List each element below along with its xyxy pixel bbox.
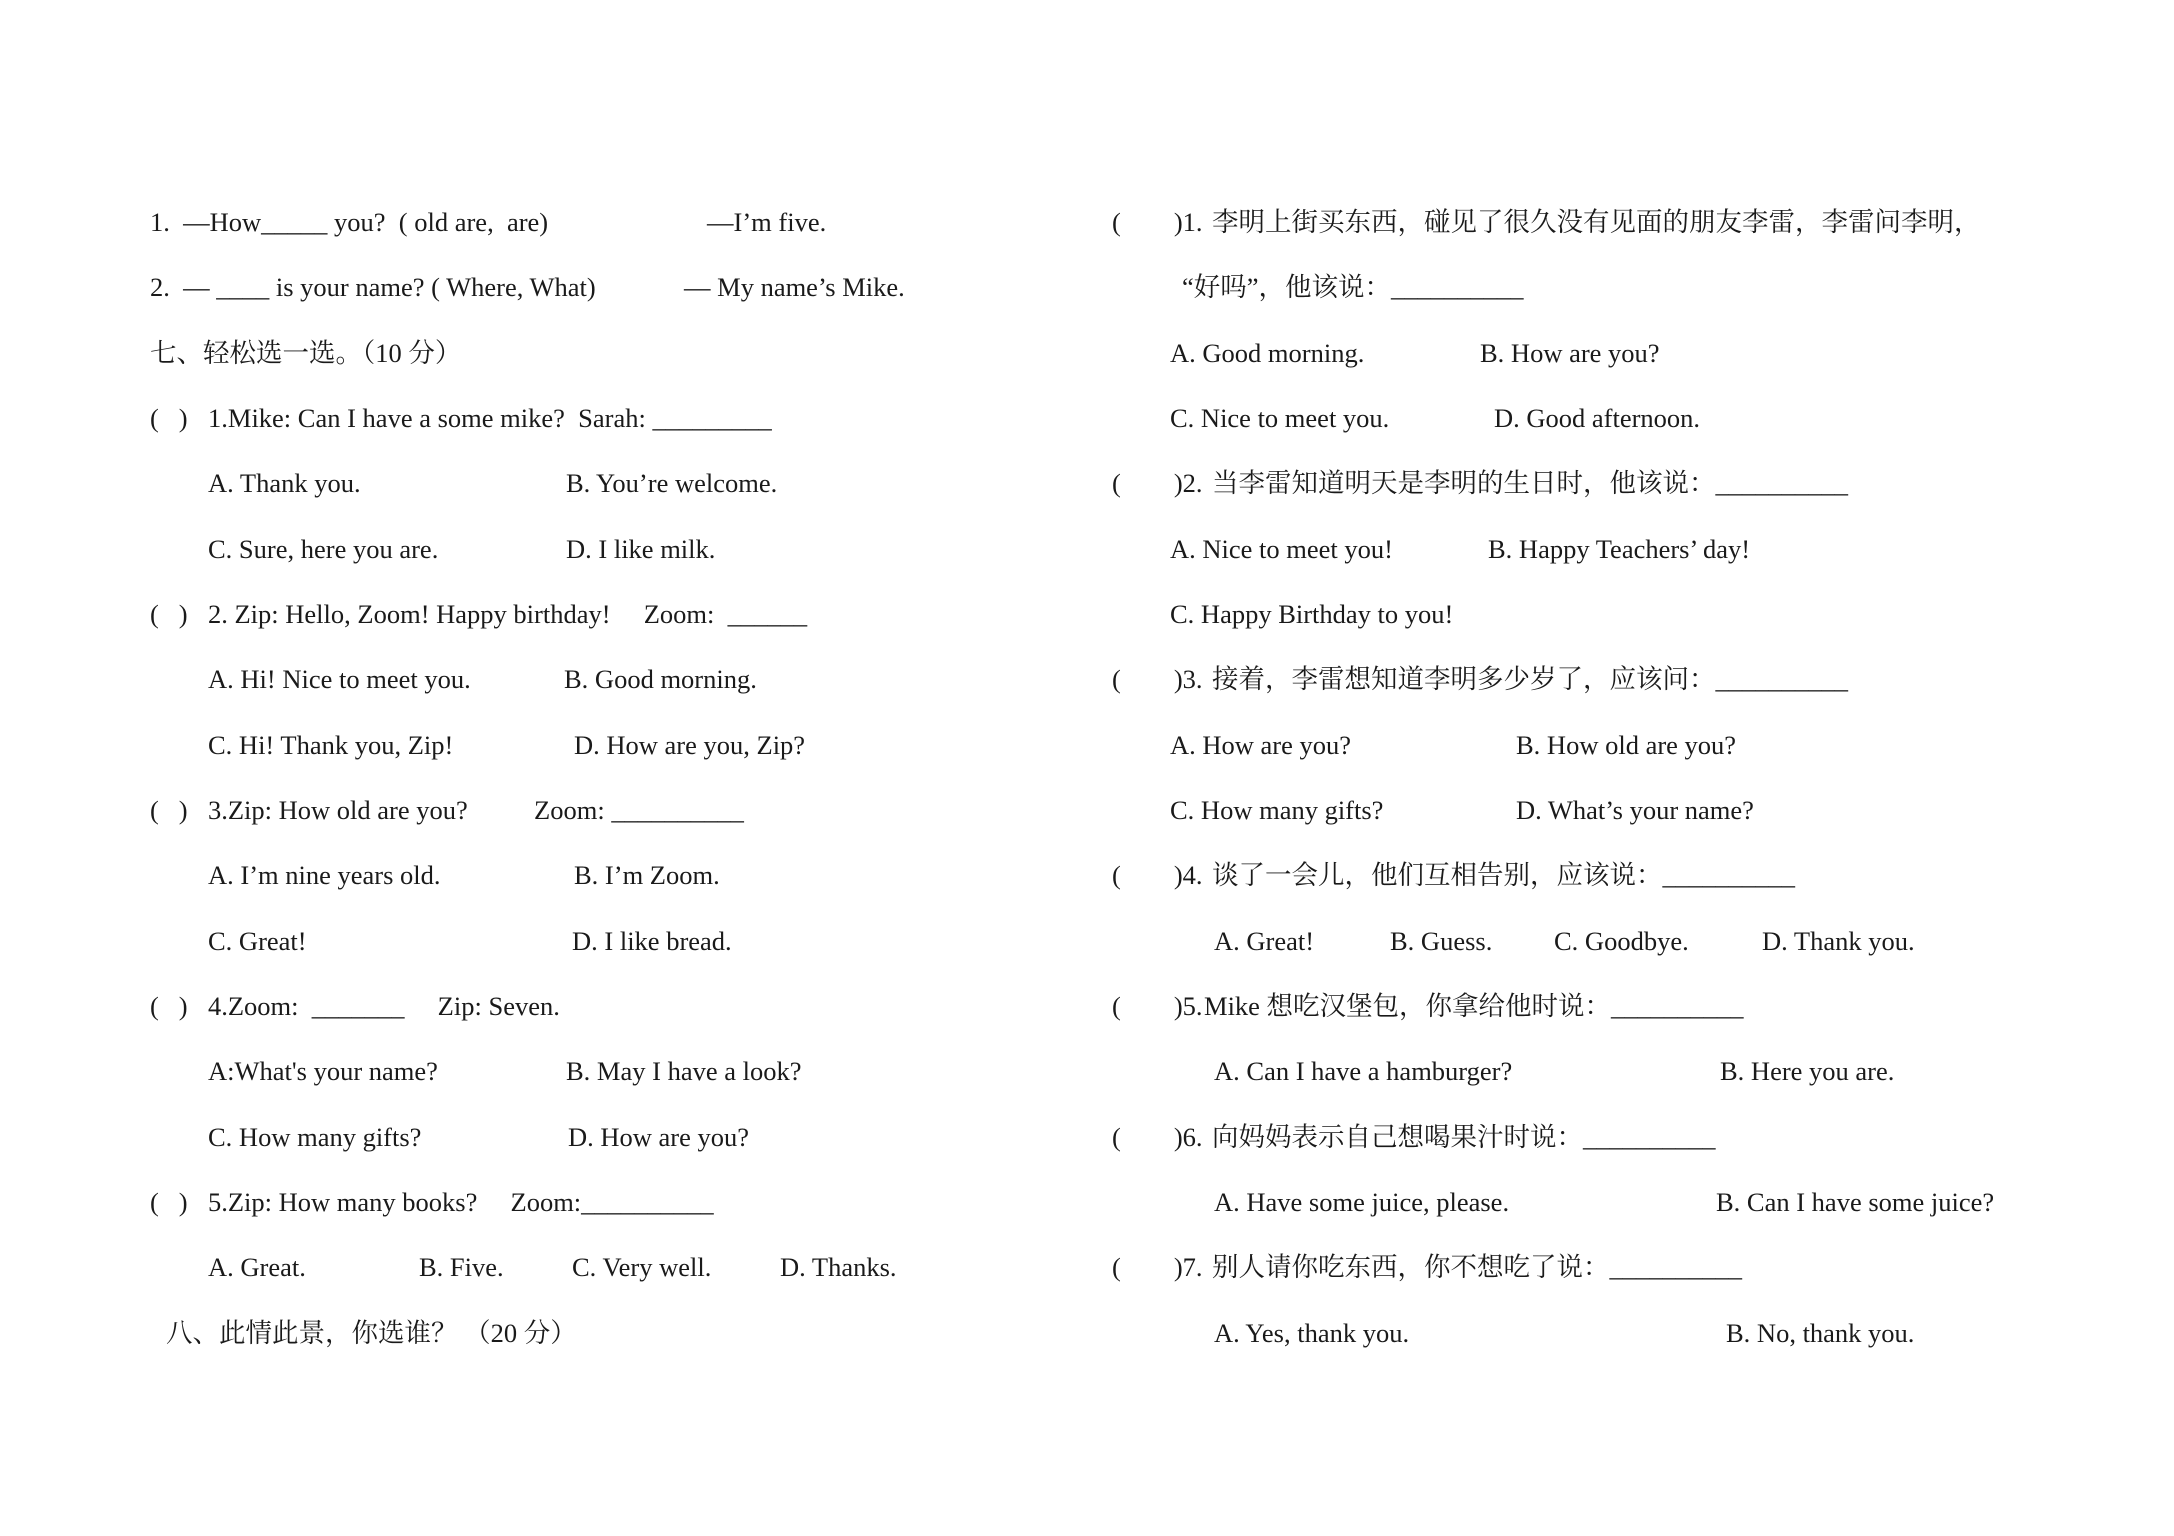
answer-paren: ( ): [150, 599, 188, 629]
answer-paren: ( )3.: [1112, 664, 1203, 694]
option-d: D. Thanks.: [780, 1252, 897, 1282]
answer-paren: ( )5.: [1112, 991, 1203, 1021]
question-prompt: 5.Zip: How many books? Zoom:__________: [208, 1187, 714, 1217]
option-a: A. I’m nine years old.: [208, 860, 441, 890]
question-prompt: 2. Zip: Hello, Zoom! Happy birthday! Zoom: ______: [208, 599, 808, 629]
option-c: C. Hi! Thank you, Zip!: [208, 730, 454, 760]
answer-paren: ( ): [150, 1187, 188, 1217]
fill-question-2-text: 2. — ____ is your name? ( Where, What): [150, 272, 596, 302]
question-prompt: 接着，李雷想知道李明多少岁了，应该问：__________: [1212, 664, 1848, 694]
option-d: D. What’s your name?: [1516, 795, 1754, 825]
answer-paren: ( )2.: [1112, 468, 1203, 498]
answer-paren: ( )4.: [1112, 860, 1203, 890]
question-prompt: 当李雷知道明天是李明的生日时，他该说：__________: [1212, 468, 1848, 498]
option-c: C. How many gifts?: [1170, 795, 1384, 825]
option-b: B. Good morning.: [564, 664, 757, 694]
option-b: B. Happy Teachers’ day!: [1488, 534, 1751, 564]
option-a: A. Nice to meet you!: [1170, 534, 1393, 564]
option-d: D. How are you?: [568, 1122, 750, 1152]
option-a: A. Hi! Nice to meet you.: [208, 664, 471, 694]
option-b: B. May I have a look?: [566, 1056, 802, 1086]
question-prompt: 向妈妈表示自己想喝果汁时说：__________: [1212, 1122, 1716, 1152]
option-b: B. You’re welcome.: [566, 468, 778, 498]
option-a: A. Good morning.: [1170, 338, 1365, 368]
question-prompt: 李明上街买东西，碰见了很久没有见面的朋友李雷，李雷问李明，: [1212, 207, 1981, 237]
section-8-title: 八、此情此景，你选谁？ （20 分）: [166, 1318, 577, 1348]
answer-paren: ( ): [150, 795, 188, 825]
option-d: D. I like bread.: [572, 926, 732, 956]
fill-question-1-answer: —I’m five.: [707, 207, 827, 237]
answer-paren: ( )1.: [1112, 207, 1203, 237]
section-7-title: 七、轻松选一选。（10 分）: [150, 338, 462, 368]
option-b: B. Five.: [419, 1252, 504, 1282]
fill-question-1-text: 1. —How_____ you? ( old are, are): [150, 207, 549, 237]
option-c: C. Very well.: [572, 1252, 712, 1282]
answer-paren: ( )6.: [1112, 1122, 1203, 1152]
option-c: C. Goodbye.: [1554, 926, 1689, 956]
option-a: A. Have some juice, please.: [1214, 1187, 1510, 1217]
option-c: C. Happy Birthday to you!: [1170, 599, 1454, 629]
option-c: C. How many gifts?: [208, 1122, 422, 1152]
option-c: C. Nice to meet you.: [1170, 403, 1390, 433]
question-prompt: 别人请你吃东西，你不想吃了说：__________: [1212, 1252, 1742, 1282]
question-prompt: Mike 想吃汉堡包，你拿给他时说：__________: [1204, 991, 1744, 1021]
answer-paren: ( )7.: [1112, 1252, 1203, 1282]
option-c: C. Great!: [208, 926, 307, 956]
option-d: D. Thank you.: [1762, 926, 1915, 956]
options-row: [1214, 1317, 1915, 1445]
question-prompt: 1.Mike: Can I have a some mike? Sarah: _________: [208, 403, 772, 433]
question-prompt: 3.Zip: How old are you? Zoom: __________: [208, 795, 744, 825]
option-a: A. Can I have a hamburger?: [1214, 1056, 1513, 1086]
option-b: B. No, thank you.: [1726, 1318, 1915, 1348]
answer-paren: ( ): [150, 991, 188, 1021]
option-d: D. How are you, Zip?: [574, 730, 806, 760]
option-d: D. I like milk.: [566, 534, 716, 564]
option-a: A:What's your name?: [208, 1056, 438, 1086]
option-a: A. Thank you.: [208, 468, 361, 498]
question-prompt: 谈了一会儿，他们互相告别，应该说：__________: [1212, 860, 1795, 890]
option-b: B. Here you are.: [1720, 1056, 1895, 1086]
option-a: A. Yes, thank you.: [1214, 1318, 1410, 1348]
fill-question-2-answer: — My name’s Mike.: [684, 272, 905, 302]
option-b: B. Can I have some juice?: [1716, 1187, 1995, 1217]
question-prompt: 4.Zoom: _______ Zip: Seven.: [208, 991, 560, 1021]
option-a: A. How are you?: [1170, 730, 1352, 760]
answer-paren: ( ): [150, 403, 188, 433]
option-b: B. How are you?: [1480, 338, 1660, 368]
option-c: C. Sure, here you are.: [208, 534, 439, 564]
option-d: D. Good afternoon.: [1494, 403, 1701, 433]
option-b: B. Guess.: [1390, 926, 1493, 956]
option-a: A. Great.: [208, 1252, 306, 1282]
question-prompt-continued: “好吗”，他该说：__________: [1182, 272, 1524, 302]
option-b: B. How old are you?: [1516, 730, 1737, 760]
option-a: A. Great!: [1214, 926, 1315, 956]
option-b: B. I’m Zoom.: [574, 860, 720, 890]
